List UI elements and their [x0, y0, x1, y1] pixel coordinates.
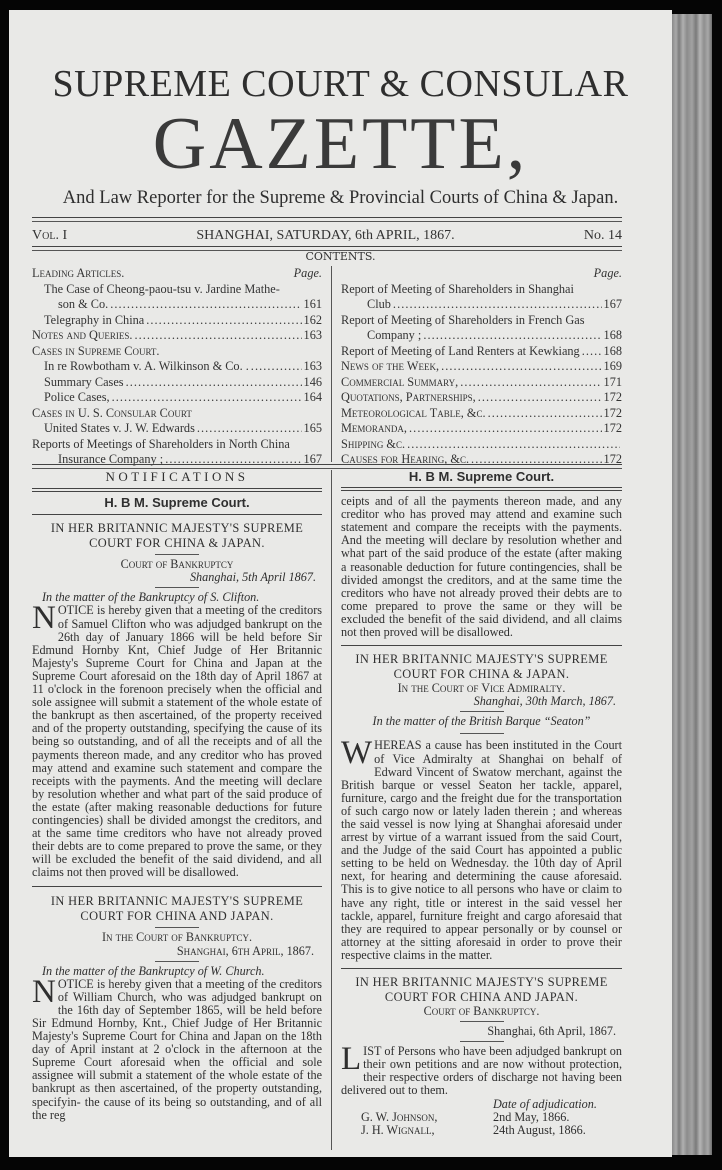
leader-dots	[441, 359, 601, 375]
short-rule	[460, 711, 504, 712]
leader-dots	[423, 328, 601, 344]
contents-entry	[32, 437, 322, 453]
notice4-text: IST of Persons who have been adjudged bankrupt on their own petitions and are now without protection, their respective orders of discharge not having been delivered out to them.	[341, 1044, 622, 1098]
contents-entry	[341, 344, 622, 360]
contents-left	[32, 266, 322, 468]
adjudication-date: 24th August, 1866.	[493, 1122, 586, 1137]
contents-entry-label: Report of Meeting of Shareholders in Shanghai	[341, 281, 574, 296]
notice1-matter: In the matter of the Bankruptcy of S. Clifton.	[42, 590, 260, 605]
contents-entry	[341, 359, 622, 375]
contents-entry-page: 172	[603, 421, 622, 435]
contents-entry-page: 172	[603, 405, 622, 420]
leader-dots	[409, 421, 602, 437]
court-title: H. B M. Supreme Court.	[104, 495, 250, 511]
contents-entry-page: 163	[303, 359, 322, 373]
contents-entry-label: Reports of Meetings of Shareholders in North China	[32, 436, 290, 451]
contents-entry	[32, 406, 322, 422]
contents-entry-page: 171	[603, 374, 622, 389]
contents-entry	[341, 437, 622, 453]
contents-entry-label: Leading Articles.	[32, 266, 125, 280]
contents-entry-page: 161	[303, 297, 322, 311]
contents-entry	[341, 390, 622, 406]
rule	[341, 645, 622, 646]
contents-right	[341, 266, 622, 468]
notice3-date: Shanghai, 30th March, 1867.	[473, 694, 616, 709]
rule	[32, 488, 322, 492]
contents-divider	[331, 266, 332, 462]
contents-entry-page: 167	[303, 452, 322, 466]
masthead-subtitle: And Law Reporter for the Supreme & Provincial Courts of China & Japan.	[62, 188, 619, 208]
contents-entry-label: In re Rowbotham v. A. Wilkinson & Co. .	[44, 359, 249, 373]
drop-cap: N	[32, 600, 56, 637]
issue-number: No. 14	[583, 228, 622, 243]
notice4-court: Court of Bankruptcy.	[423, 1004, 540, 1018]
contents-entry	[341, 406, 622, 422]
contents-entry-page: 168	[603, 343, 622, 358]
contents-entry-label: News of the Week,	[341, 359, 440, 373]
contents-entry	[32, 344, 322, 360]
gazette-page	[9, 10, 672, 1157]
notice1-heading: IN HER BRITANNIC MAJESTY'S SUPREME COURT FOR CHINA & JAPAN.	[50, 521, 304, 551]
short-rule	[155, 927, 199, 928]
notice1-date: Shanghai, 5th April 1867.	[189, 570, 316, 585]
notice2-heading: IN HER BRITANNIC MAJESTY'S SUPREME COURT FOR CHINA AND JAPAN.	[50, 894, 304, 924]
notice3-text: HEREAS a cause has been instituted in the Court of Vice Admiralty at Shanghai on behalf of Edward Vincent of Swatow merchant, against the British barque or vessel Seaton her tackle, apparel, furniture, cargo and the freight due for the transportation of such cargo now or lately laden therein ; and whereas the said vessel is now lying at Shanghai aforesaid under arrest by virtue of a warrant issued from the said Court, and the Judge of the said Court has appointed a public setting to be held on Wednesday. the 10th day of April next, for hearing and determining the cause aforesaid. This is to give notice to all persons who have or claim to have any right, title or interest in the said vessel her tackle, apparel, furniture freight and cargo aforesaid that they are required to appear personally or by counsel or attorney at the sitting aforesaid in order to prove their respective claims in the matter.	[341, 738, 622, 962]
contents-entry-label: Telegraphy in China	[44, 312, 145, 327]
bankrupt-name: J. H. Wignall,	[361, 1122, 435, 1137]
leader-dots	[110, 297, 301, 313]
notice4-heading: IN HER BRITANNIC MAJESTY'S SUPREME COURT FOR CHINA AND JAPAN.	[355, 975, 608, 1004]
notice4-body	[341, 1041, 622, 1098]
leader-dots	[126, 375, 302, 391]
leader-dots	[582, 344, 602, 360]
continuation-text: ceipts and of all the payments thereon made, and any creditor who has proved may attend and examine such statement and compare the receipts with the payments. And the meeting will declare by resolution whether and what part of the said produce of the estate (after making a reasonable deduction for future contingencies, shall be divided amongst the creditors, and at the same time the creditors who have not already proved their debts are to come prepared to prove the same or they will be excluded the benefit of the said dividend, and all claims not then proved will be disallowed.	[341, 494, 622, 640]
contents-entry	[32, 421, 322, 437]
short-rule	[155, 587, 199, 588]
page-stack-edge	[672, 14, 712, 1155]
notice2-court: In the Court of Bankruptcy.	[101, 930, 252, 945]
rule	[341, 968, 622, 969]
notice2-date: Shanghai, 6th April, 1867.	[176, 943, 314, 958]
short-rule	[460, 733, 504, 734]
contents-entry-label: Report of Meeting of Land Renters at Kewkiang	[341, 343, 580, 358]
contents-entry-label: Commercial Summary,	[341, 374, 459, 389]
notice2-text: OTICE is hereby given that a meeting of the creditors of William Church, who was adjudged bankrupt on the 16th day of September 1865, will be held before Sir Edmund Hornby, Knt., Chief Judge of Her Britannic Majesty's Supreme Court for China and Japan on the 18th day of April instant at 2 o'clock in the afternoon at the Supreme Court aforesaid when the official and sole assignee will submit a statement of the whole estate of the bankrupt as then ascertained, of the property outstanding, specifyin- the cause of its being so outstanding, and of all the reg	[32, 976, 322, 1122]
contents-entry-label: Meteorological Table, &c.	[341, 405, 486, 420]
contents-entry-label: Report of Meeting of Shareholders in French Gas	[341, 312, 585, 327]
bankrupt-row	[341, 1111, 622, 1124]
contents-entry-label: Shipping &c.	[341, 436, 406, 451]
contents-entry-page: 162	[303, 312, 322, 327]
contents-entry-page: 172	[603, 452, 622, 466]
contents-entry-label: United States v. J. W. Edwards	[44, 421, 195, 435]
masthead-title-line1: SUPREME COURT & CONSULAR	[52, 63, 629, 105]
contents-entry	[341, 282, 622, 298]
contents-entry-label: Cases in Supreme Court.	[32, 343, 160, 358]
contents-entry-page: 164	[303, 390, 322, 404]
leader-dots	[407, 437, 620, 453]
contents-entry	[341, 313, 622, 329]
left-column	[32, 470, 322, 1122]
court-title: H. B M. Supreme Court.	[408, 469, 555, 484]
leader-dots	[478, 390, 602, 406]
bankrupt-row	[341, 1124, 622, 1137]
contents-entry-label: son & Co.	[58, 297, 109, 311]
drop-cap: N	[32, 973, 56, 1010]
contents-entry	[32, 328, 322, 344]
leader-dots	[251, 359, 302, 375]
leader-dots	[488, 406, 602, 422]
contents-entry-page: 169	[603, 359, 622, 373]
short-rule	[155, 961, 199, 962]
leader-dots	[112, 390, 302, 406]
contents-entry-label: Cases in U. S. Consular Court	[32, 405, 192, 420]
notice3-body	[341, 735, 622, 962]
notice1-body	[32, 600, 322, 880]
rule	[341, 487, 622, 491]
contents-entry-label: Club	[367, 297, 391, 311]
contents-entry	[32, 266, 322, 282]
contents-entry	[341, 375, 622, 391]
contents-entry-label: Memoranda,	[341, 421, 408, 435]
adjudication-date-header: Date of adjudication.	[493, 1096, 597, 1111]
masthead-rule-top	[32, 217, 622, 222]
short-rule	[460, 1021, 504, 1022]
contents-entry-page: 146	[303, 374, 322, 389]
contents-entry-label: Company ;	[367, 328, 422, 342]
column-divider	[331, 470, 332, 1150]
contents-entry	[32, 313, 322, 329]
short-rule	[460, 1041, 504, 1042]
notice3-court: In the Court of Vice Admiralty.	[397, 681, 566, 696]
drop-cap: W	[341, 735, 373, 772]
notice3-heading: IN HER BRITANNIC MAJESTY'S SUPREME COURT FOR CHINA & JAPAN.	[355, 652, 608, 682]
contents-entry-label: Police Cases,	[44, 390, 110, 404]
rule	[32, 514, 322, 515]
bankrupt-name: G. W. Johnson,	[361, 1109, 438, 1124]
leader-dots	[134, 328, 301, 344]
contents-entry	[32, 282, 322, 298]
contents-entry	[32, 297, 322, 313]
contents-entry	[32, 359, 322, 375]
notice1-text: OTICE is hereby given that a meeting of the creditors of Samuel Clifton who was adjudged bankrupt on the 26th day of January 1866 will be held before Sir Edmund Hornby Knt, Chief Judge of Her Britannic Majesty's Supreme Court for China and Japan at the Supreme Court aforesaid on the 18th day of April 1867 at 11 o'clock in the forenoon precisely when the official and sole assignee will submit a statement of the whole estate of the bankrupt as then ascertained, of the property received and of the property outstanding, specifying the cause of its being so outstanding, and of all the receipts and of all the payments thereon made, and any creditor who has proved may attend and examine such statement and compare the receipts with the payments. And the meeting will declare by resolution whether and what part of the said produce of the estate (after making reasonable deductions for future contingencies) shall be divided amongst the creditors, and at the same time creditors who have not already proved their debts are to come prepared to prove the same, or they will be excluded the benefit of the said dividend, and all claims not then proved will be disallowed.	[32, 603, 322, 880]
notice3-matter: In the matter of the British Barque “Seaton”	[372, 714, 591, 729]
masthead-title-gazette: GAZETTE,	[152, 103, 529, 185]
contents-entry	[341, 328, 622, 344]
contents-entry-label: Insurance Company ;	[58, 452, 164, 466]
leader-dots	[146, 313, 301, 329]
contents-entry-label: Summary Cases	[44, 374, 124, 389]
page-column-label: Page.	[593, 266, 622, 280]
contents-entry-label: Notes and Queries.	[32, 328, 133, 342]
contents-entry-page: 165	[303, 421, 322, 435]
dateline-bar	[32, 228, 622, 244]
notice1-court: Court of Bankruptcy	[120, 557, 234, 572]
notice2-matter: In the matter of the Bankruptcy of W. Church.	[42, 963, 265, 978]
contents-entry-page: 172	[603, 390, 622, 404]
issue-date: SHANGHAI, SATURDAY, 6th APRIL, 1867.	[196, 228, 455, 243]
contents-entry	[341, 421, 622, 437]
contents-entry-page: 163	[303, 328, 322, 342]
contents-entry-page: 167	[603, 297, 622, 311]
notifications-heading: NOTIFICATIONS	[105, 469, 249, 484]
adjudication-date: 2nd May, 1866.	[493, 1109, 570, 1124]
contents-entry-page: 168	[603, 328, 622, 342]
contents-entry	[32, 390, 322, 406]
contents-entry	[341, 297, 622, 313]
contents-entry	[32, 375, 322, 391]
volume-label: Vol. I	[32, 228, 68, 243]
contents-heading: CONTENTS.	[305, 250, 376, 263]
short-rule	[155, 554, 199, 555]
drop-cap: L	[341, 1041, 362, 1078]
leader-dots	[393, 297, 602, 313]
notice2-body	[32, 973, 322, 1122]
rule	[32, 886, 322, 887]
leader-dots	[460, 375, 601, 391]
right-column	[341, 470, 622, 1137]
leader-dots	[197, 421, 302, 437]
contents-entry-label: Causes for Hearing, &c.	[341, 452, 470, 466]
contents-entry-label: Quotations, Partnerships,	[341, 390, 476, 404]
contents-entry-label: The Case of Cheong-paou-tsu v. Jardine Mathe-	[44, 281, 280, 296]
page-column-label: Page.	[293, 266, 322, 280]
notice4-date: Shanghai, 6th April, 1867.	[487, 1024, 616, 1039]
